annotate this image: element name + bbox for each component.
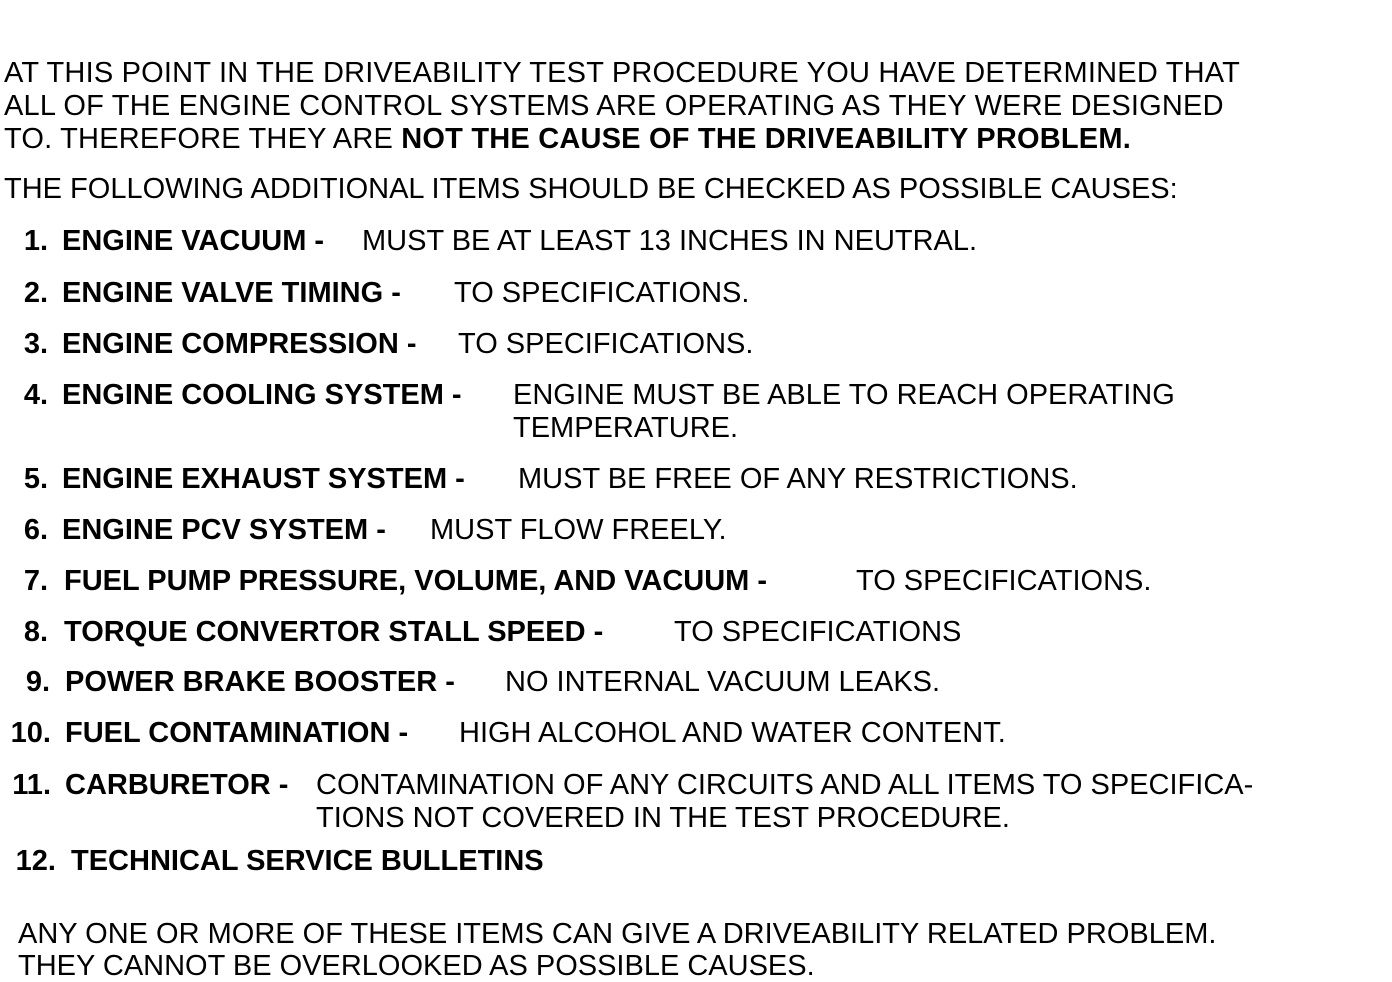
checklist-item <box>0 769 1392 837</box>
item-number: 9. <box>25 666 50 698</box>
intro-line-1: AT THIS POINT IN THE DRIVEABILITY TEST PROCEDURE YOU HAVE DETERMINED THAT <box>4 57 1241 89</box>
closing-paragraph <box>18 918 1216 982</box>
checklist-item <box>0 514 1392 548</box>
item-description: TO SPECIFICATIONS. <box>856 565 1152 597</box>
item-heading: ENGINE COOLING SYSTEM - <box>62 379 462 411</box>
checklist-item <box>0 565 1392 599</box>
checklist-item <box>0 845 1392 879</box>
item-number: 2. <box>23 277 48 309</box>
item-heading: TORQUE CONVERTOR STALL SPEED - <box>64 616 604 648</box>
intro-line-2: ALL OF THE ENGINE CONTROL SYSTEMS ARE OPERATING AS THEY WERE DESIGNED <box>4 90 1224 122</box>
checklist-item <box>0 225 1392 259</box>
item-heading: ENGINE EXHAUST SYSTEM - <box>62 463 465 495</box>
checklist-item <box>0 666 1392 700</box>
item-description: ENGINE MUST BE ABLE TO REACH OPERATING <box>513 379 1175 411</box>
checklist-item <box>0 463 1392 497</box>
item-heading: ENGINE VALVE TIMING - <box>62 277 401 309</box>
intro-line-3-text: TO. THEREFORE THEY ARE <box>4 123 402 155</box>
item-heading: ENGINE PCV SYSTEM - <box>62 514 386 546</box>
item-description-continued: TIONS NOT COVERED IN THE TEST PROCEDURE. <box>316 802 1010 834</box>
item-description: TO SPECIFICATIONS. <box>458 328 754 360</box>
item-description: MUST BE AT LEAST 13 INCHES IN NEUTRAL. <box>362 225 978 257</box>
item-heading: ENGINE VACUUM - <box>62 225 325 257</box>
item-description: MUST BE FREE OF ANY RESTRICTIONS. <box>518 463 1078 495</box>
item-heading: CARBURETOR - <box>65 769 289 801</box>
checklist-item <box>0 277 1392 311</box>
item-heading: POWER BRAKE BOOSTER - <box>65 666 455 698</box>
item-number: 6. <box>23 514 48 546</box>
checklist-item <box>0 328 1392 362</box>
item-number: 5. <box>23 463 48 495</box>
item-description: MUST FLOW FREELY. <box>430 514 727 546</box>
item-description: TO SPECIFICATIONS. <box>454 277 750 309</box>
item-number: 11. <box>12 769 51 801</box>
intro-paragraph <box>4 57 1389 156</box>
intro-line-3 <box>4 123 1389 156</box>
item-description: HIGH ALCOHOL AND WATER CONTENT. <box>459 717 1006 749</box>
item-number: 4. <box>23 379 48 411</box>
item-description: TO SPECIFICATIONS <box>674 616 962 648</box>
item-description: CONTAMINATION OF ANY CIRCUITS AND ALL ITEMS TO SPECIFICA- <box>316 769 1254 801</box>
item-description-continued: TEMPERATURE. <box>513 412 739 444</box>
item-heading: TECHNICAL SERVICE BULLETINS <box>71 845 544 877</box>
item-number: 3. <box>23 328 48 360</box>
closing-line-1: ANY ONE OR MORE OF THESE ITEMS CAN GIVE A DRIVEABILITY RELATED PROBLEM. <box>18 918 1217 950</box>
checklist-item <box>0 379 1392 447</box>
intro-emphasis: NOT THE CAUSE OF THE DRIVEABILITY PROBLEM. <box>401 123 1131 155</box>
item-number: 10. <box>10 717 51 749</box>
item-number: 7. <box>23 565 48 597</box>
checklist-item <box>0 717 1392 751</box>
item-heading: FUEL CONTAMINATION - <box>65 717 409 749</box>
item-heading: ENGINE COMPRESSION - <box>62 328 417 360</box>
closing-line-2: THEY CANNOT BE OVERLOOKED AS POSSIBLE CAUSES. <box>18 950 815 982</box>
checklist-item <box>0 616 1392 650</box>
item-number: 8. <box>23 616 48 648</box>
item-number: 1. <box>23 225 48 257</box>
checklist-lead: THE FOLLOWING ADDITIONAL ITEMS SHOULD BE CHECKED AS POSSIBLE CAUSES: <box>4 173 1178 205</box>
item-number: 12. <box>15 845 56 877</box>
item-description: NO INTERNAL VACUUM LEAKS. <box>505 666 941 698</box>
item-heading: FUEL PUMP PRESSURE, VOLUME, AND VACUUM - <box>64 565 768 597</box>
